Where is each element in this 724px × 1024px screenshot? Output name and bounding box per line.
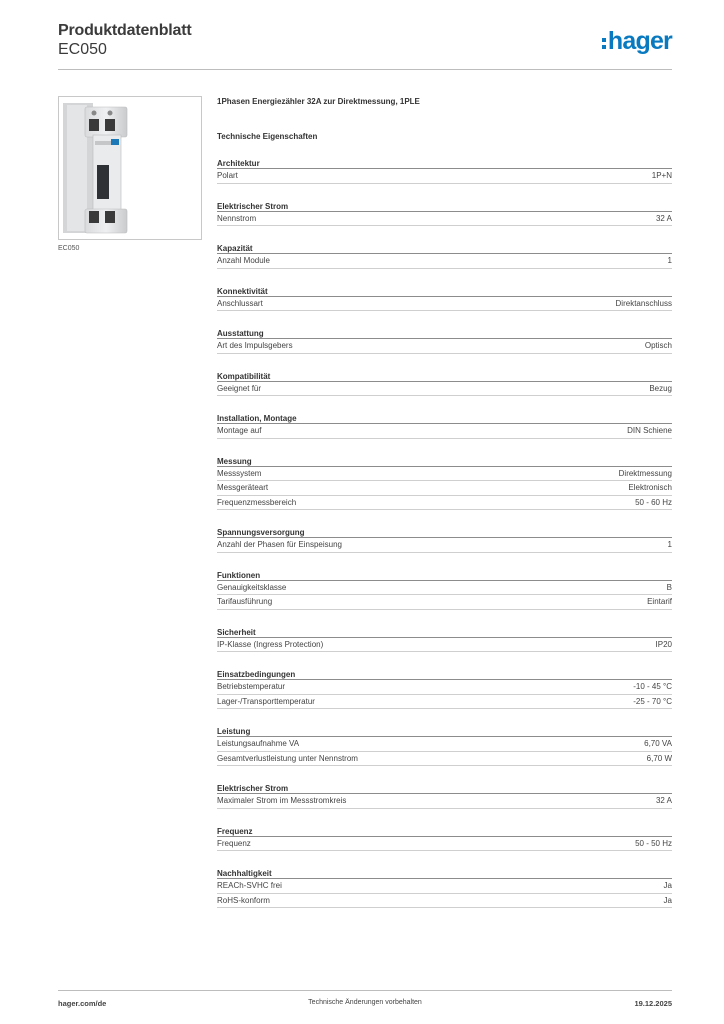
spec-label: Art des Impulsgebers	[217, 341, 293, 350]
spec-group-title: Elektrischer Strom	[217, 201, 672, 212]
spec-label: Anzahl Module	[217, 256, 270, 265]
document-title: Produktdatenblatt	[58, 22, 192, 39]
spec-group-title: Installation, Montage	[217, 413, 672, 424]
product-code: EC050	[58, 41, 107, 58]
spec-label: Betriebstemperatur	[217, 682, 286, 691]
spec-value: -25 - 70 °C	[633, 696, 672, 706]
image-caption: EC050	[58, 245, 80, 252]
spec-label: Geeignet für	[217, 383, 262, 393]
spec-row	[217, 695, 672, 710]
spec-group	[217, 669, 672, 709]
spec-label: Tarifausführung	[217, 597, 273, 606]
spec-label: Anzahl der Phasen für Einspeisung	[217, 540, 342, 549]
hager-logo	[602, 26, 672, 56]
spec-group-title: Ausstattung	[217, 328, 672, 339]
spec-group	[217, 527, 672, 553]
spec-group	[217, 627, 672, 653]
spec-label: Frequenzmessbereich	[217, 497, 297, 507]
product-image	[58, 96, 202, 240]
spec-value: 6,70 W	[646, 753, 672, 763]
spec-label: RoHS-konform	[217, 895, 270, 905]
spec-value: 32 A	[655, 213, 672, 223]
spec-label: Leistungsaufnahme VA	[217, 739, 300, 748]
footer-website: hager.com/de	[58, 999, 107, 1008]
spec-row	[217, 496, 672, 511]
page-footer	[58, 990, 672, 1010]
spec-group	[217, 158, 672, 184]
spec-group-title: Sicherheit	[217, 627, 672, 638]
section-title: Technische Eigenschaften	[217, 132, 318, 141]
logo-text: hager	[607, 26, 672, 55]
spec-value: Ja	[663, 881, 672, 890]
spec-label: Gesamtverlustleistung unter Nennstrom	[217, 753, 358, 763]
spec-group	[217, 243, 672, 269]
spec-label: Messgeräteart	[217, 483, 269, 492]
spec-group-title: Konnektivität	[217, 286, 672, 297]
page-header	[58, 20, 672, 70]
spec-value: IP20	[655, 639, 672, 649]
spec-row	[217, 752, 672, 767]
spec-group	[217, 201, 672, 227]
spec-value: -10 - 45 °C	[633, 682, 672, 691]
spec-label: Anschlussart	[217, 298, 263, 308]
spec-value: 1	[667, 540, 672, 549]
spec-label: Genauigkeitsklasse	[217, 582, 287, 592]
spec-group-title: Kapazität	[217, 243, 672, 254]
spec-value: Eintarif	[647, 597, 672, 606]
spec-row	[217, 538, 672, 553]
spec-value: B	[666, 582, 672, 592]
spec-group-title: Spannungsversorgung	[217, 527, 672, 538]
spec-row	[217, 382, 672, 397]
spec-label: Messsystem	[217, 468, 262, 478]
spec-value: Elektronisch	[628, 483, 672, 492]
spec-group	[217, 328, 672, 354]
spec-row	[217, 169, 672, 184]
spec-group-title: Einsatzbedingungen	[217, 669, 672, 680]
specification-groups	[217, 158, 672, 908]
spec-value: 1	[667, 256, 672, 265]
spec-value: 6,70 VA	[644, 739, 672, 748]
product-description: 1Phasen Energiezähler 32A zur Direktmessung, 1PLE	[217, 97, 420, 106]
spec-label: Nennstrom	[217, 213, 257, 223]
spec-label: IP-Klasse (Ingress Protection)	[217, 639, 324, 649]
spec-group-title: Architektur	[217, 158, 672, 169]
spec-label: Frequenz	[217, 838, 251, 848]
spec-row	[217, 879, 672, 894]
spec-value: 50 - 60 Hz	[635, 497, 672, 507]
spec-group	[217, 371, 672, 397]
spec-group	[217, 413, 672, 439]
spec-row	[217, 794, 672, 809]
spec-group	[217, 456, 672, 511]
spec-value: Optisch	[644, 341, 672, 350]
spec-group-title: Leistung	[217, 726, 672, 737]
spec-group	[217, 783, 672, 809]
spec-row	[217, 467, 672, 482]
spec-row	[217, 680, 672, 695]
spec-label: Lager-/Transporttemperatur	[217, 696, 315, 706]
spec-row	[217, 737, 672, 752]
spec-group-title: Nachhaltigkeit	[217, 868, 672, 879]
spec-row	[217, 581, 672, 596]
spec-row	[217, 837, 672, 852]
spec-group-title: Funktionen	[217, 570, 672, 581]
spec-row	[217, 212, 672, 227]
spec-row	[217, 481, 672, 496]
spec-row	[217, 339, 672, 354]
spec-label: Maximaler Strom im Messstromkreis	[217, 796, 347, 805]
spec-label: Montage auf	[217, 426, 262, 435]
din-rail-meter-illustration	[59, 97, 201, 239]
spec-value: Direktmessung	[618, 468, 672, 478]
spec-row	[217, 424, 672, 439]
spec-value: 32 A	[655, 796, 672, 805]
logo-dots-icon	[602, 38, 606, 49]
spec-label: Polart	[217, 171, 238, 180]
spec-value: Direktanschluss	[615, 298, 672, 308]
footer-notice: Technische Änderungen vorbehalten	[308, 999, 422, 1006]
spec-group-title: Frequenz	[217, 826, 672, 837]
spec-row	[217, 297, 672, 312]
spec-row	[217, 894, 672, 909]
spec-group	[217, 570, 672, 610]
spec-value: Bezug	[649, 383, 672, 393]
spec-row	[217, 254, 672, 269]
spec-value: 1P+N	[651, 171, 672, 180]
spec-value: 50 - 50 Hz	[635, 838, 672, 848]
spec-value: Ja	[663, 895, 672, 905]
spec-label: REACh-SVHC frei	[217, 881, 282, 890]
main-content	[217, 97, 672, 908]
spec-row	[217, 638, 672, 653]
spec-group	[217, 868, 672, 908]
spec-group	[217, 726, 672, 766]
spec-row	[217, 595, 672, 610]
spec-group-title: Messung	[217, 456, 672, 467]
spec-value: DIN Schiene	[627, 426, 672, 435]
spec-group	[217, 286, 672, 312]
spec-group-title: Elektrischer Strom	[217, 783, 672, 794]
spec-group	[217, 826, 672, 852]
spec-group-title: Kompatibilität	[217, 371, 672, 382]
footer-date: 19.12.2025	[634, 999, 672, 1008]
